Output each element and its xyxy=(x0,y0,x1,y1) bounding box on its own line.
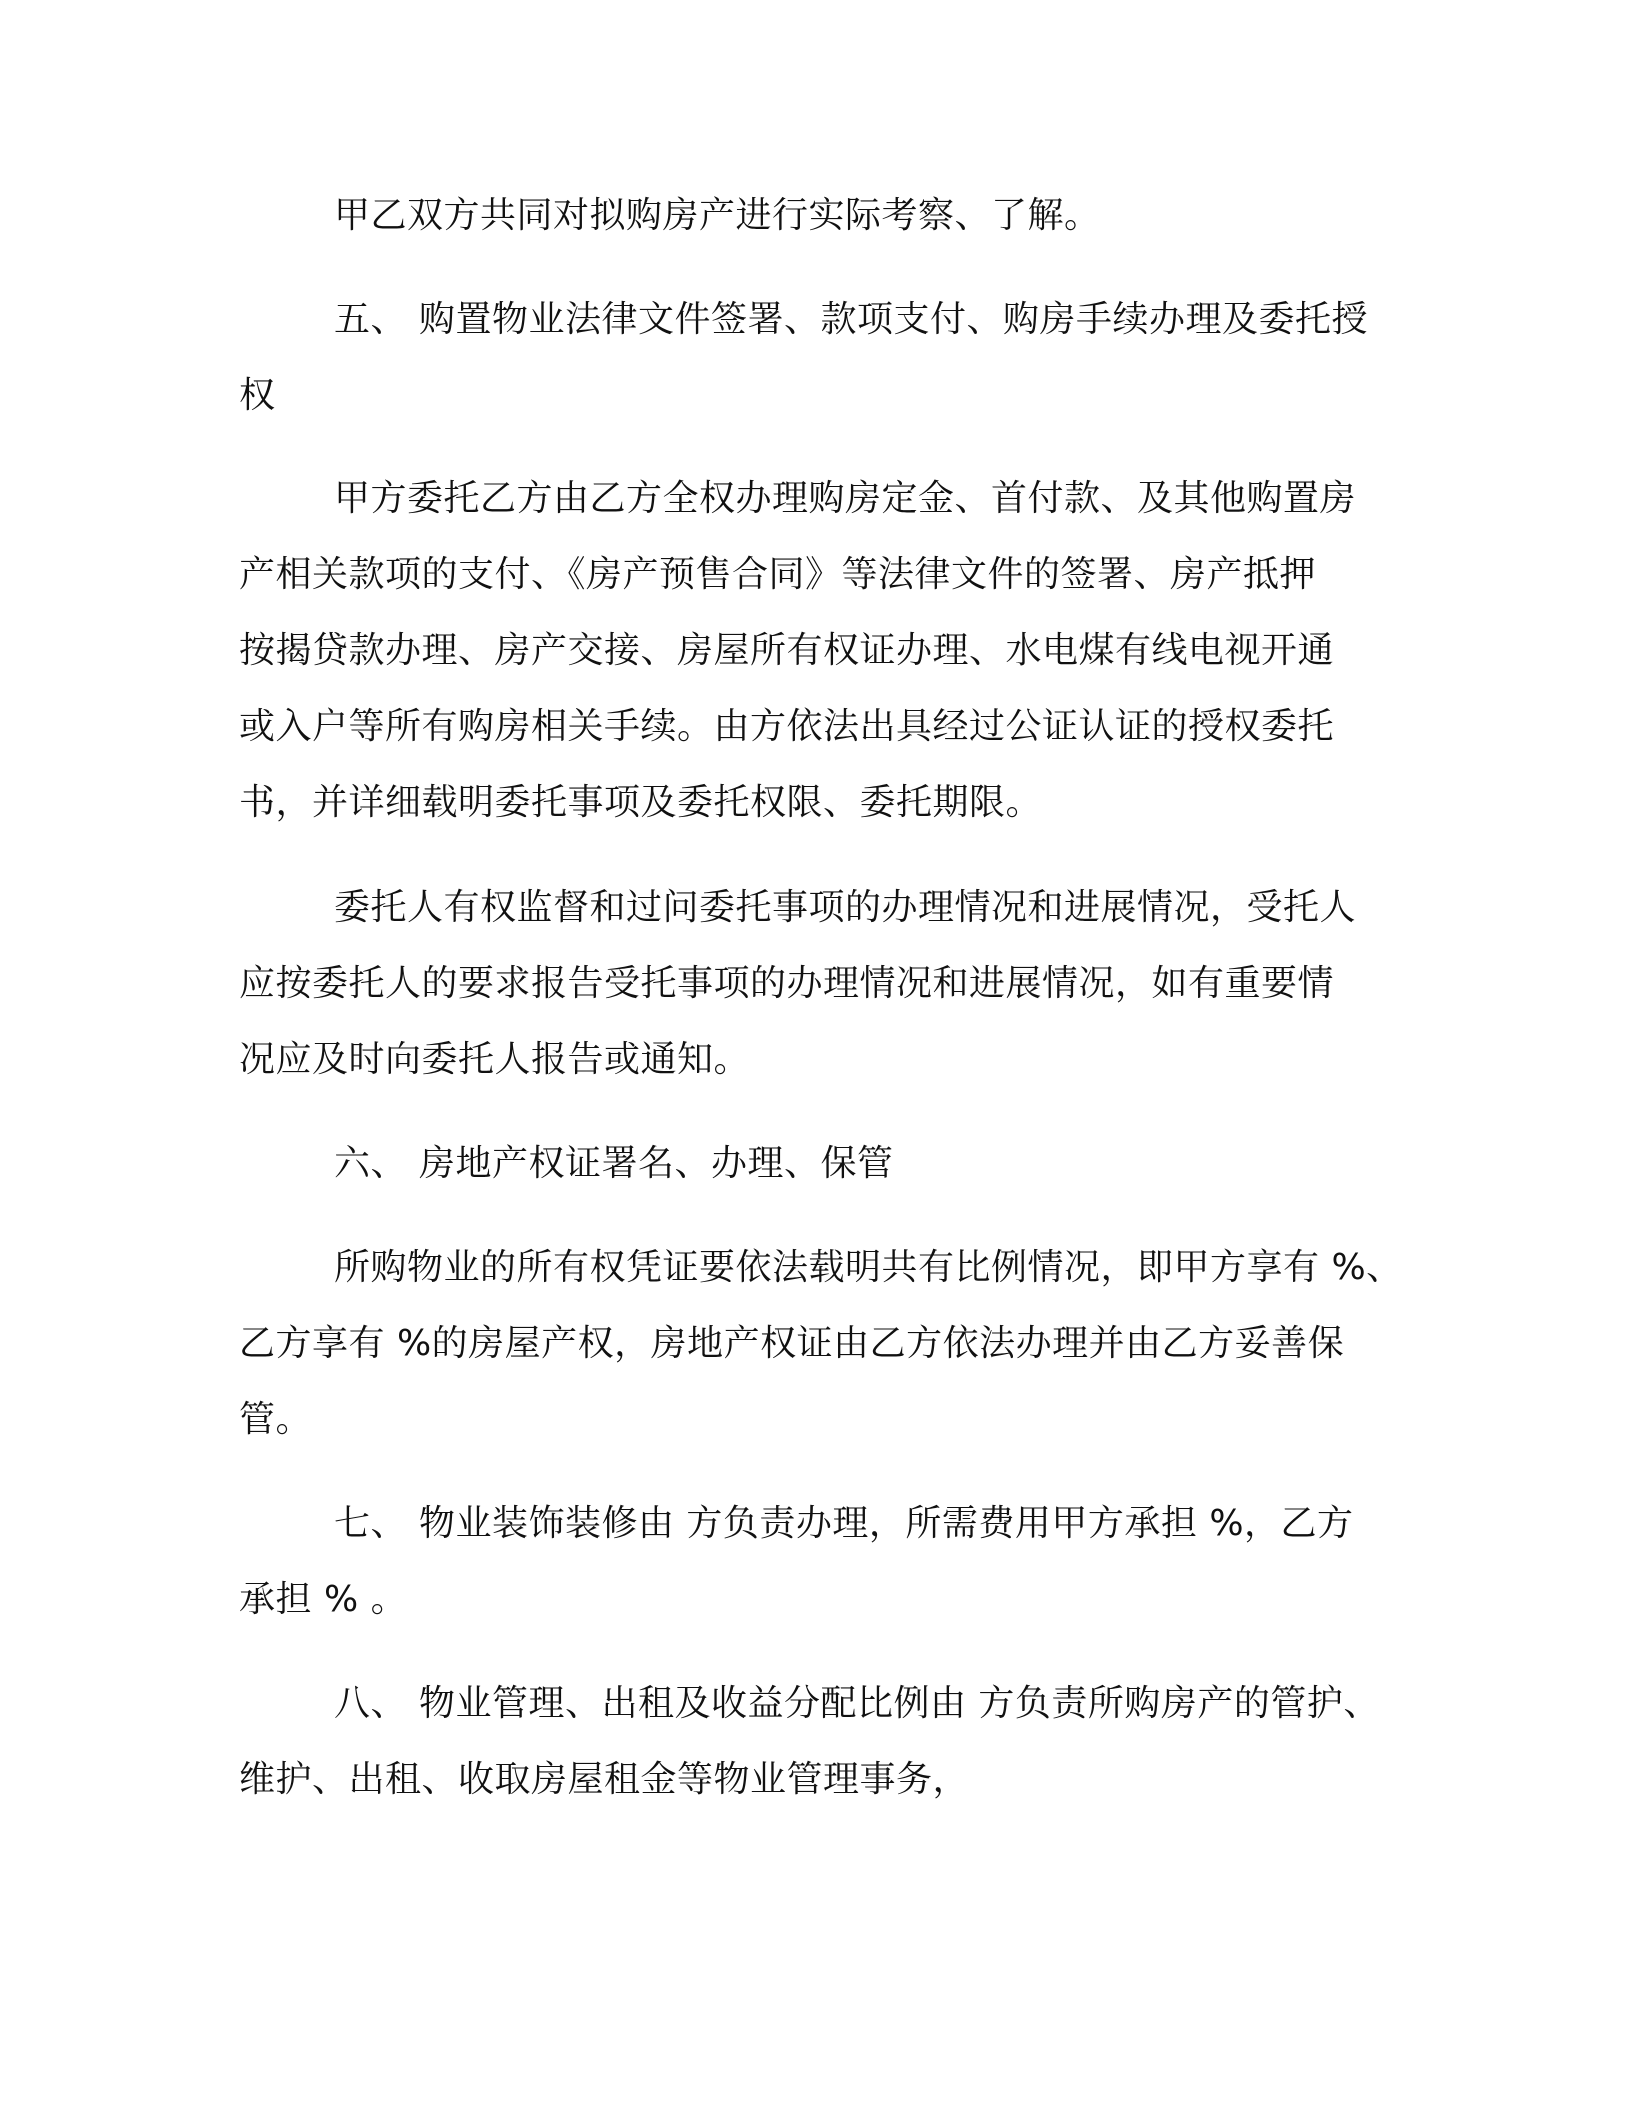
section-heading-7: 七、 物业装饰装修由 方负责办理，所需费用甲方承担 %，乙方 xyxy=(334,1503,1354,1544)
paragraph-line: 书，并详细载明委托事项及委托权限、委托期限。 xyxy=(239,782,1043,823)
section-heading-6: 六、 房地产权证署名、办理、保管 xyxy=(334,1143,894,1184)
paragraph-line: 或入户等所有购房相关手续。由方依法出具经过公证认证的授权委托 xyxy=(239,706,1335,747)
section-heading-8: 八、 物业管理、出租及收益分配比例由 方负责所购房产的管护、 xyxy=(334,1683,1380,1724)
section-heading-8-cont: 维护、出租、收取房屋租金等物业管理事务， xyxy=(239,1759,970,1800)
section-heading-5-cont: 权 xyxy=(239,375,276,416)
paragraph-line: 甲方委托乙方由乙方全权办理购房定金、首付款、及其他购置房 xyxy=(334,478,1357,519)
section-heading-5: 五、 购置物业法律文件签署、款项支付、购房手续办理及委托授 xyxy=(334,299,1368,340)
paragraph-line: 产相关款项的支付、《房产预售合同》等法律文件的签署、房产抵押 xyxy=(239,554,1317,595)
paragraph-line: 管。 xyxy=(239,1399,313,1440)
paragraph-line: 委托人有权监督和过问委托事项的办理情况和进展情况，受托人 xyxy=(334,887,1357,928)
paragraph-line: 乙方享有 %的房屋产权，房地产权证由乙方依法办理并由乙方妥善保 xyxy=(239,1323,1345,1364)
paragraph-line: 所购物业的所有权凭证要依法载明共有比例情况，即甲方享有 %、 xyxy=(334,1247,1403,1288)
paragraph-line: 按揭贷款办理、房产交接、房屋所有权证办理、水电煤有线电视开通 xyxy=(239,630,1335,671)
section-heading-7-cont: 承担 % 。 xyxy=(239,1579,408,1620)
paragraph-line: 况应及时向委托人报告或通知。 xyxy=(239,1039,751,1080)
paragraph-line: 应按委托人的要求报告受托事项的办理情况和进展情况，如有重要情 xyxy=(239,963,1335,1004)
paragraph-line: 甲乙双方共同对拟购房产进行实际考察、了解。 xyxy=(334,195,1101,236)
